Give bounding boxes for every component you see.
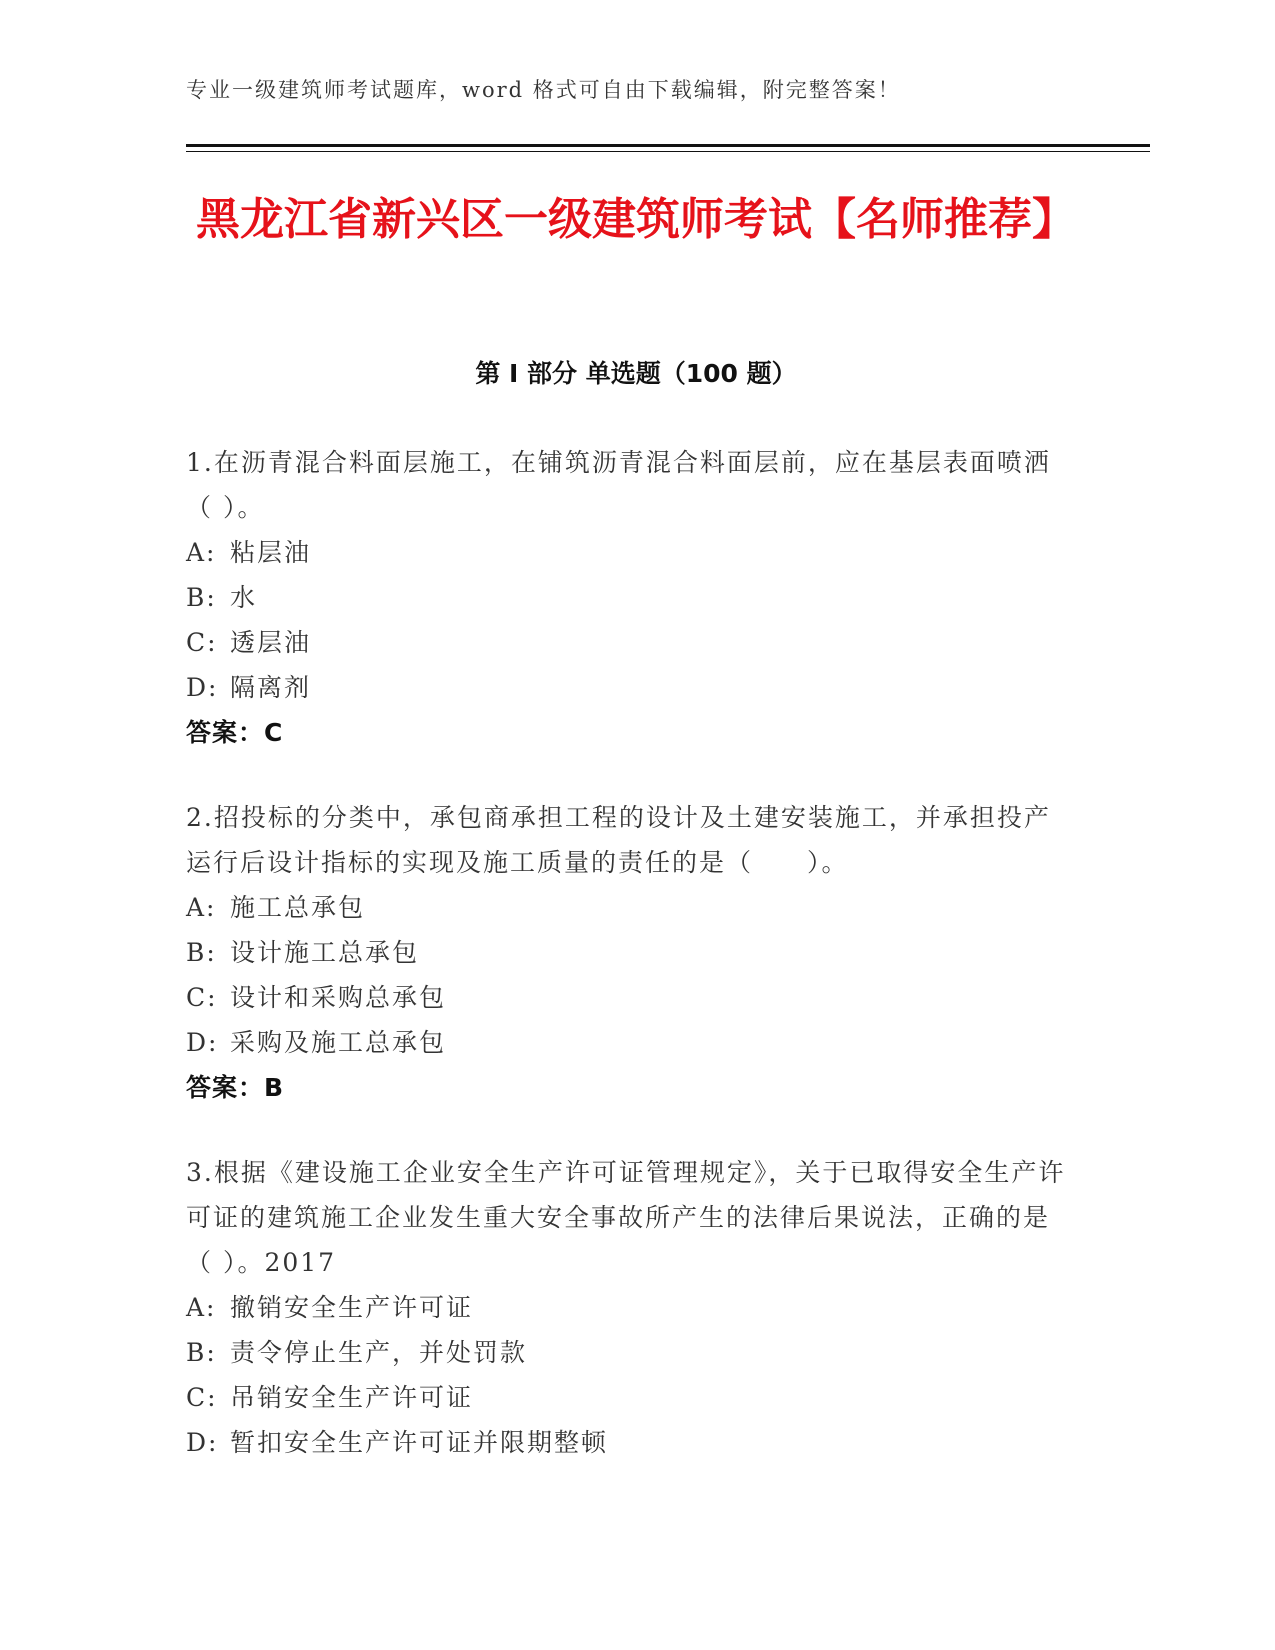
option-d [186, 1020, 1066, 1065]
option-letter: D: [186, 1428, 219, 1457]
option-letter: A: [186, 1293, 217, 1322]
option-letter: D: [186, 1028, 219, 1057]
option-b [186, 930, 1066, 975]
question-stem: 1.在沥青混合料面层施工，在铺筑沥青混合料面层前，应在基层表面喷洒（ ）。 [186, 448, 1051, 522]
option-letter: D: [186, 673, 219, 702]
option-d [186, 665, 1066, 710]
option-text: 设计和采购总承包 [230, 983, 447, 1012]
option-letter: C: [186, 628, 218, 657]
option-letter: C: [186, 1383, 218, 1412]
option-a [186, 885, 1066, 930]
option-letter: A: [186, 538, 217, 567]
question-2 [186, 795, 1066, 1110]
option-c [186, 620, 1066, 665]
option-letter: B: [186, 938, 217, 967]
option-text: 吊销安全生产许可证 [230, 1383, 474, 1412]
option-b [186, 1330, 1066, 1375]
document-title: 黑龙江省新兴区一级建筑师考试【名师推荐】 [196, 194, 1076, 245]
option-c [186, 975, 1066, 1020]
option-text: 撤销安全生产许可证 [230, 1293, 474, 1322]
option-a [186, 1285, 1066, 1330]
answer-line: 答案：C [186, 718, 284, 747]
option-text: 粘层油 [230, 538, 312, 567]
option-text: 水 [230, 583, 258, 612]
option-text: 设计施工总承包 [230, 938, 420, 967]
answer-line: 答案：B [186, 1073, 285, 1102]
header-divider-thick [186, 144, 1150, 147]
question-1 [186, 440, 1066, 755]
option-letter: B: [186, 583, 217, 612]
question-stem: 3.根据《建设施工企业安全生产许可证管理规定》，关于已取得安全生产许可证的建筑施工企业发生重大安全事故所产生的法律后果说法，正确的是（ ）。2017 [186, 1158, 1066, 1277]
header-divider-thin [186, 151, 1150, 152]
option-text: 责令停止生产，并处罚款 [230, 1338, 528, 1367]
option-a [186, 530, 1066, 575]
option-text: 施工总承包 [230, 893, 366, 922]
section-heading: 第 I 部分 单选题（100 题） [475, 359, 797, 388]
header-note: 专业一级建筑师考试题库，word 格式可自由下载编辑，附完整答案！ [186, 78, 901, 102]
option-text: 透层油 [230, 628, 312, 657]
option-letter: A: [186, 893, 217, 922]
option-c [186, 1375, 1066, 1420]
option-letter: C: [186, 983, 218, 1012]
option-letter: B: [186, 1338, 217, 1367]
question-list [186, 440, 1066, 1505]
option-d [186, 1420, 1066, 1465]
question-3 [186, 1150, 1066, 1465]
option-b [186, 575, 1066, 620]
option-text: 采购及施工总承包 [230, 1028, 447, 1057]
question-stem: 2.招投标的分类中，承包商承担工程的设计及土建安装施工，并承担投产运行后设计指标的实现及施工质量的责任的是（ ）。 [186, 803, 1051, 877]
option-text: 暂扣安全生产许可证并限期整顿 [230, 1428, 609, 1457]
option-text: 隔离剂 [230, 673, 312, 702]
